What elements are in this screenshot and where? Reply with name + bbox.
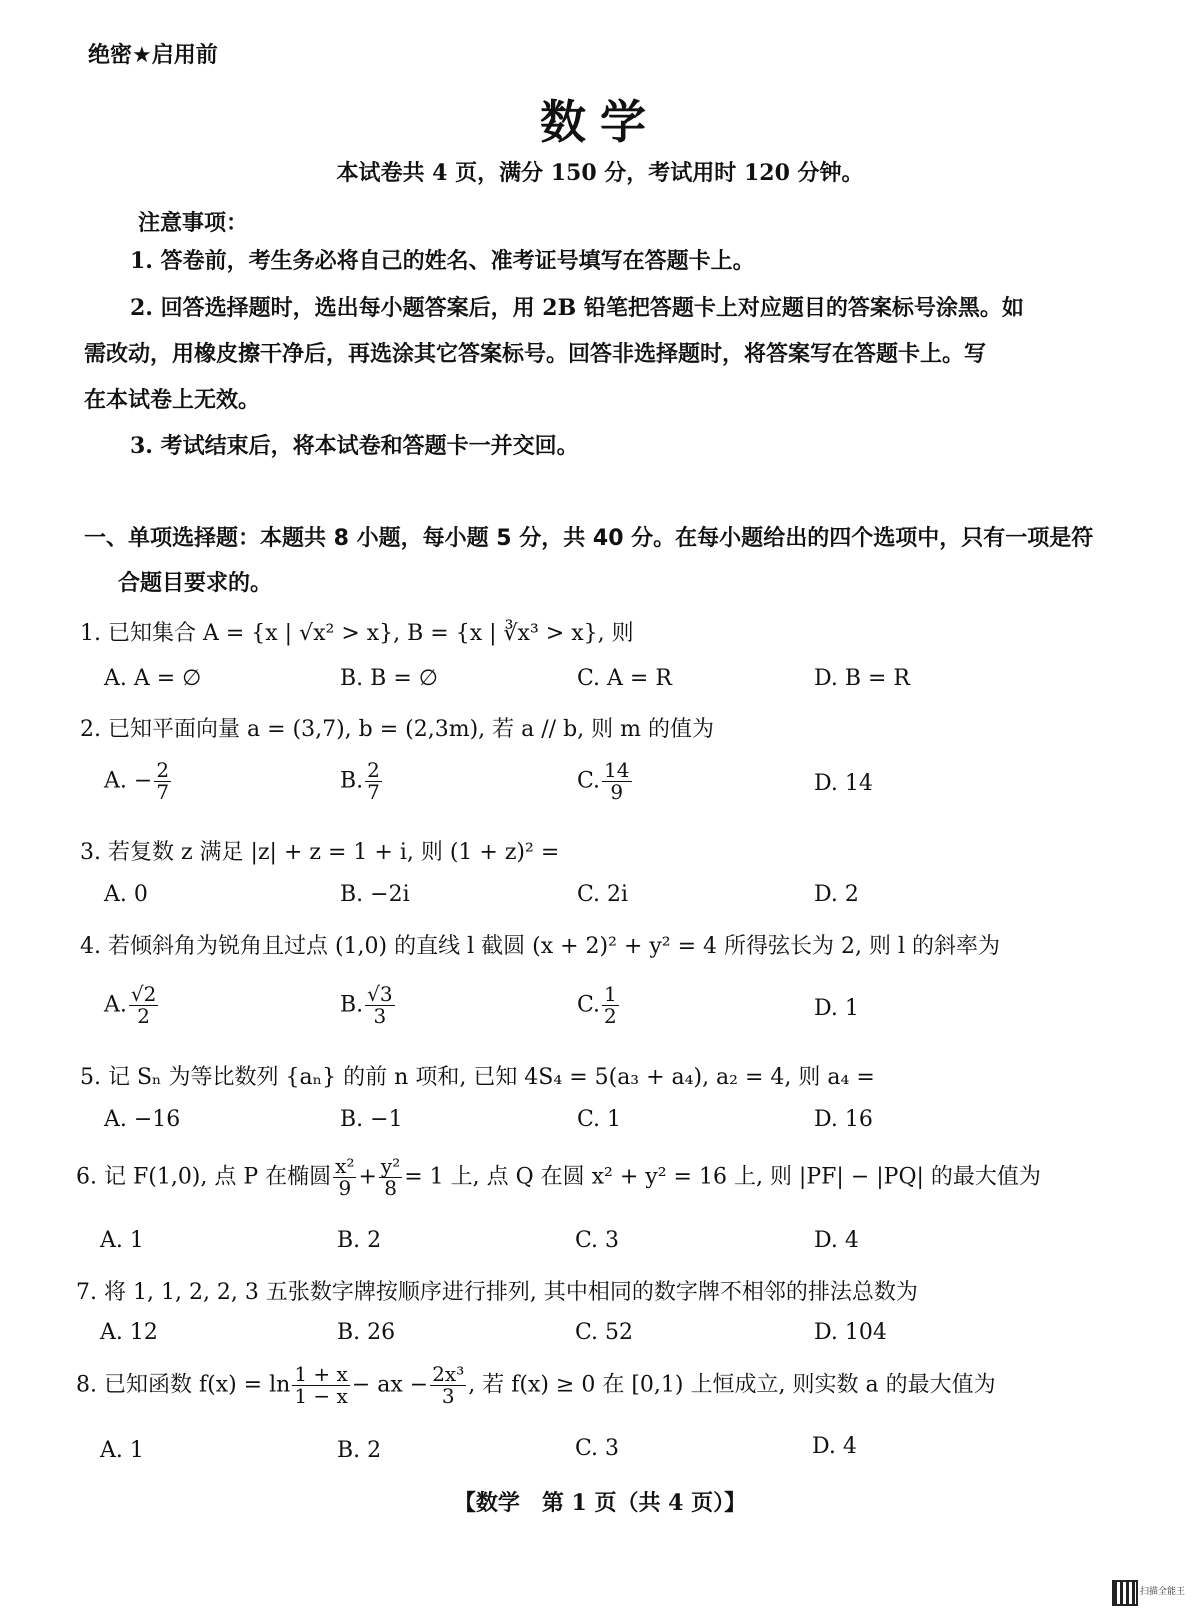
fraction-denominator: 7	[156, 780, 170, 804]
question-6-option-c: C. 3	[575, 1228, 620, 1253]
question-6-option-d: D. 4	[814, 1228, 859, 1253]
question-1-stem: 1. 已知集合 A = {x | √x² > x}, B = {x | ∛x³ > x}, 则	[80, 621, 634, 646]
question-2-stem: 2. 已知平面向量 a = (3,7), b = (2,3m), 若 a // b, 则 m 的值为	[80, 717, 714, 742]
question-5-stem: 5. 记 Sₙ 为等比数列 {aₙ} 的前 n 项和, 已知 4S₄ = 5(a₃ + a₄), a₂ = 4, 则 a₄ =	[80, 1065, 875, 1090]
option-label: A.	[104, 992, 127, 1018]
question-2-option-a	[104, 760, 173, 803]
question-5-option-c: C. 1	[577, 1107, 622, 1132]
question-3-option-a: A. 0	[104, 882, 148, 907]
stem-text: 8. 已知函数 f(x) = ln	[76, 1372, 291, 1398]
stem-text: = 1 上, 点 Q 在圆 x² + y² = 16 上, 则 |PF| − |PQ| 的最大值为	[404, 1164, 1041, 1190]
option-label: B.	[340, 992, 364, 1018]
fraction-denominator: 7	[367, 780, 380, 804]
question-2-option-c	[577, 760, 634, 803]
question-4-option-d: D. 1	[814, 996, 859, 1021]
notice-heading: 注意事项：	[138, 211, 249, 236]
fraction-denominator: 1 − x	[294, 1384, 348, 1408]
question-3-option-b: B. −2i	[340, 882, 410, 907]
plus-sign: +	[358, 1164, 377, 1190]
question-1-option-d: D. B = R	[814, 666, 910, 691]
question-1-option-a: A. A = ∅	[104, 666, 202, 691]
question-4-option-a	[104, 984, 160, 1027]
fraction	[379, 1156, 402, 1199]
notice-item-2-line-3: 在本试卷上无效。	[84, 387, 261, 413]
fraction-numerator: √3	[367, 982, 393, 1006]
question-4-option-c	[577, 984, 621, 1027]
question-7-option-b: B. 26	[337, 1320, 396, 1345]
fraction-denominator: 3	[373, 1004, 387, 1028]
question-6-option-a: A. 1	[100, 1228, 144, 1253]
section-heading-line-2: 合题目要求的。	[118, 571, 273, 596]
exam-info: 本试卷共 4 页，满分 150 分，考试用时 120 分钟。	[336, 160, 864, 186]
fraction	[129, 984, 158, 1027]
fraction-denominator: 3	[441, 1384, 455, 1408]
fraction	[292, 1364, 349, 1407]
fraction-numerator: 1 + x	[294, 1362, 348, 1386]
notice-item-2-line-2: 需改动，用橡皮擦干净后，再选涂其它答案标号。回答非选择题时，将答案写在答题卡上。写	[84, 341, 987, 367]
question-7-option-c: C. 52	[575, 1320, 634, 1345]
question-6-stem	[76, 1156, 1041, 1199]
notice-item-1: 1. 答卷前，考生务必将自己的姓名、准考证号填写在答题卡上。	[130, 248, 755, 274]
question-3-stem: 3. 若复数 z 满足 |z| + z = 1 + i, 则 (1 + z)² =	[80, 840, 560, 865]
question-2-option-b	[340, 760, 384, 803]
fraction-numerator: 2x³	[432, 1362, 465, 1386]
secret-label: 绝密★启用前	[88, 43, 218, 68]
fraction-numerator: 14	[604, 758, 630, 782]
page-title: 数学	[540, 95, 660, 149]
fraction	[365, 984, 394, 1027]
question-7-option-d: D. 104	[814, 1320, 887, 1345]
fraction-denominator: 8	[384, 1176, 397, 1200]
notice-item-2-line-1: 2. 回答选择题时，选出每小题答案后，用 2B 铅笔把答题卡上对应题目的答案标号涂黑。如	[130, 295, 1024, 321]
fraction	[154, 760, 171, 803]
question-1-option-c: C. A = R	[577, 666, 672, 691]
option-label: C.	[577, 768, 601, 794]
option-label: B.	[340, 768, 364, 794]
fraction	[602, 760, 631, 803]
question-5-option-a: A. −16	[104, 1107, 181, 1132]
stem-text: − ax −	[351, 1372, 429, 1398]
fraction-denominator: 2	[604, 1004, 617, 1028]
stem-text: , 若 f(x) ≥ 0 在 [0,1) 上恒成立, 则实数 a 的最大值为	[468, 1372, 996, 1398]
fraction-numerator: 2	[156, 758, 170, 782]
fraction-numerator: y²	[380, 1154, 401, 1178]
notice-item-3: 3. 考试结束后，将本试卷和答题卡一并交回。	[130, 433, 579, 459]
question-8-option-c: C. 3	[575, 1436, 620, 1461]
fraction-numerator: √2	[130, 982, 157, 1006]
fraction-denominator: 9	[338, 1176, 352, 1200]
option-label: A. −	[104, 768, 153, 794]
question-1-option-b: B. B = ∅	[340, 666, 438, 691]
question-3-option-c: C. 2i	[577, 882, 629, 907]
fraction	[430, 1364, 466, 1407]
qr-code-icon	[1112, 1580, 1138, 1606]
fraction	[333, 1156, 356, 1199]
question-5-option-b: B. −1	[340, 1107, 403, 1132]
question-6-option-b: B. 2	[337, 1228, 382, 1253]
scanner-watermark: 扫描全能王	[1140, 1587, 1186, 1597]
fraction-denominator: 2	[137, 1004, 150, 1028]
question-8-option-a: A. 1	[100, 1438, 144, 1463]
question-5-option-d: D. 16	[814, 1107, 873, 1132]
fraction-numerator: 2	[367, 758, 380, 782]
page-footer: 【数学 第 1 页（共 4 页）】	[453, 1490, 747, 1516]
question-8-stem	[76, 1364, 996, 1407]
question-4-stem: 4. 若倾斜角为锐角且过点 (1,0) 的直线 l 截圆 (x + 2)² + y² = 4 所得弦长为 2, 则 l 的斜率为	[80, 934, 1001, 959]
question-8-option-d: D. 4	[812, 1434, 857, 1459]
fraction-numerator: 1	[604, 982, 617, 1006]
option-label: C.	[577, 992, 601, 1018]
section-heading-line-1: 一、单项选择题：本题共 8 小题，每小题 5 分，共 40 分。在每小题给出的四个选项中，只有一项是符	[84, 526, 1094, 551]
question-8-option-b: B. 2	[337, 1438, 382, 1463]
fraction-denominator: 9	[610, 780, 624, 804]
fraction-numerator: x²	[335, 1154, 355, 1178]
fraction	[602, 984, 619, 1027]
question-3-option-d: D. 2	[814, 882, 859, 907]
question-4-option-b	[340, 984, 397, 1027]
fraction	[365, 760, 382, 803]
stem-text: 6. 记 F(1,0), 点 P 在椭圆	[76, 1164, 332, 1190]
question-7-option-a: A. 12	[100, 1320, 158, 1345]
question-7-stem: 7. 将 1, 1, 2, 2, 3 五张数字牌按顺序进行排列, 其中相同的数字牌不相邻的排法总数为	[76, 1280, 918, 1305]
question-2-option-d: D. 14	[814, 771, 873, 796]
